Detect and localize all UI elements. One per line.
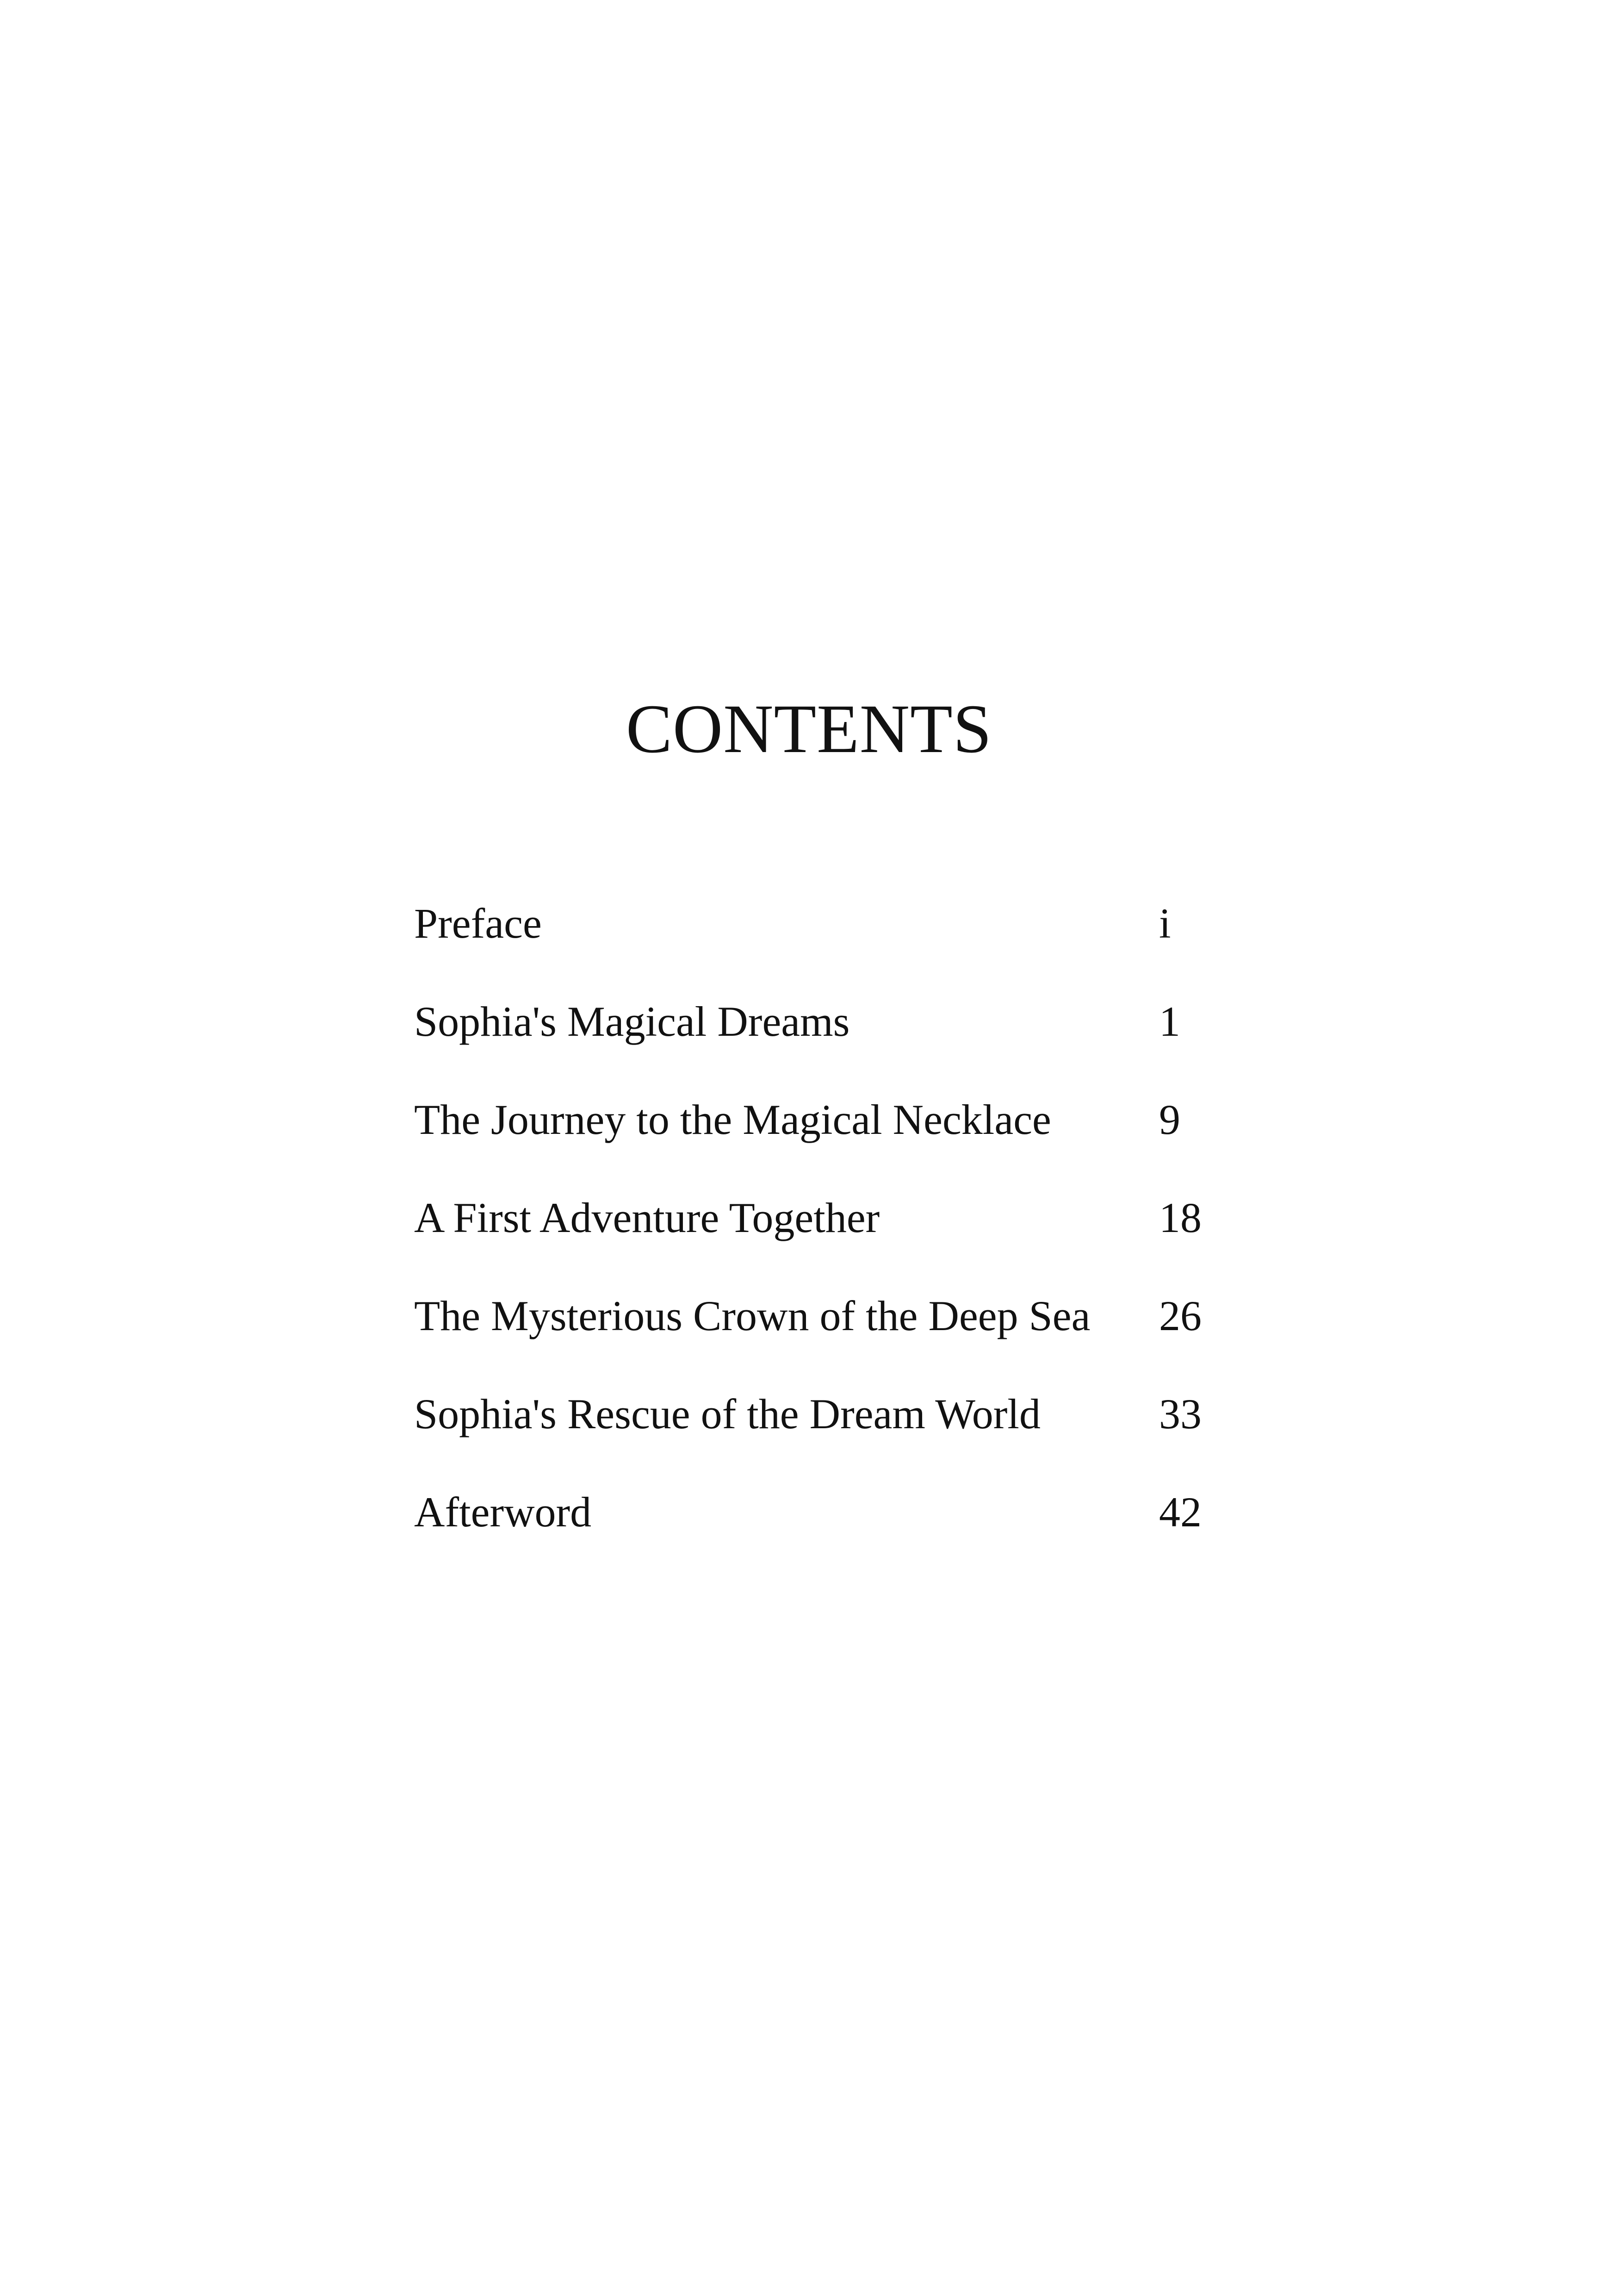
toc-page-number: 26 <box>1159 1292 1202 1339</box>
toc-entry-title: Sophia's Rescue of the Dream World <box>414 1390 1041 1437</box>
page-title: CONTENTS <box>626 691 992 767</box>
toc-entry-sophias-magical-dreams <box>414 994 1228 1092</box>
toc-entry-title: The Journey to the Magical Necklace <box>414 1096 1051 1143</box>
table-of-contents <box>414 896 1228 1582</box>
toc-page-number: 33 <box>1159 1390 1202 1437</box>
toc-page-number: 42 <box>1159 1488 1202 1536</box>
toc-entry-rescue-of-dream-world <box>414 1386 1228 1484</box>
toc-page-number: i <box>1159 900 1171 947</box>
toc-entry-title: Preface <box>414 900 542 947</box>
toc-entry-title: The Mysterious Crown of the Deep Sea <box>414 1292 1091 1339</box>
toc-entry-first-adventure-together <box>414 1190 1228 1288</box>
toc-page-number: 9 <box>1159 1096 1180 1143</box>
toc-page-number: 1 <box>1159 998 1180 1045</box>
toc-entry-title: Sophia's Magical Dreams <box>414 998 850 1045</box>
toc-entry-title: A First Adventure Together <box>414 1194 880 1241</box>
toc-entry-mysterious-crown-deep-sea <box>414 1288 1228 1386</box>
toc-entry-title: Afterword <box>414 1488 592 1536</box>
toc-entry-preface <box>414 896 1228 994</box>
toc-entry-journey-to-magical-necklace <box>414 1092 1228 1190</box>
toc-page-number: 18 <box>1159 1194 1202 1241</box>
toc-entry-afterword <box>414 1484 1228 1582</box>
